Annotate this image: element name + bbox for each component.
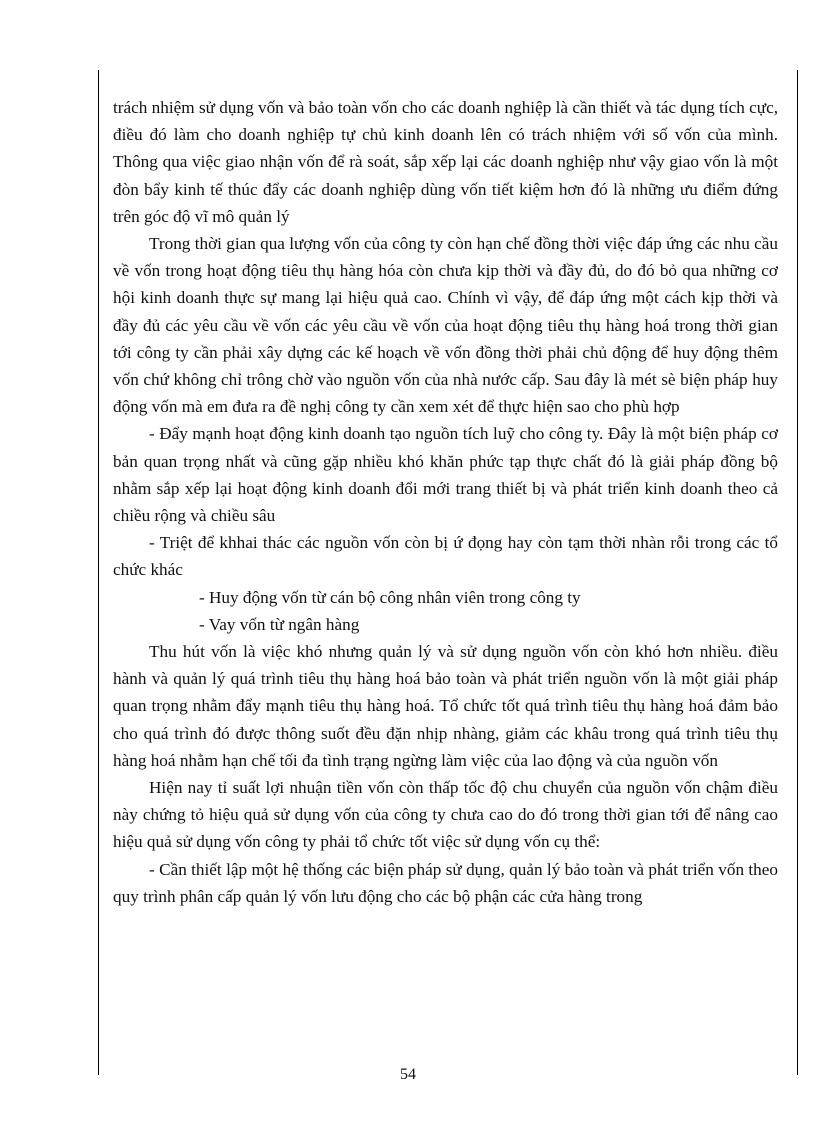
paragraph-7: Thu hút vốn là việc khó nhưng quản lý và sử dụng nguồn vốn còn khó hơn nhiều. điều hành và quản lý quá trình tiêu thụ hàng hoá bảo toàn và phát triển nguồn vốn là một giải pháp quan trọng nhằm đẩy mạnh tiêu thụ hàng hoá. Tổ chức tốt quá trình tiêu thụ hàng hoá đảm bảo cho quá trình đó được thông suốt đều đặn nhịp nhàng, giảm các khâu trong quá trình tiêu thụ hàng hoá nhằm hạn chế tối đa tình trạng ngừng làm việc của lao động và của nguồn vốn bbox=[113, 642, 778, 770]
paragraph-8: Hiện nay tỉ suất lợi nhuận tiền vốn còn thấp tốc độ chu chuyển của nguồn vốn chậm điều này chứng tỏ hiệu quả sử dụng vốn của công ty chưa cao do đó trong thời gian tới để nâng cao hiệu quả sử dụng vốn công ty phải tổ chức tốt việc sử dụng vốn cụ thể: bbox=[113, 778, 778, 852]
sub-bullet-1: - Huy động vốn từ cán bộ công nhân viên trong công ty bbox=[199, 587, 581, 607]
paragraph-3-bullet: - Đẩy mạnh hoạt động kinh doanh tạo nguồn tích luỹ cho công ty. Đây là một biện pháp cơ bản quan trọng nhất và cũng gặp nhiều khó khăn phức tạp thực chất đó là giải pháp đồng bộ nhằm sắp xếp lại hoạt động kinh doanh đổi mới trang thiết bị và phát triển kinh doanh theo cả chiều rộng và chiều sâu bbox=[113, 424, 778, 526]
paragraph-9-bullet: - Cần thiết lập một hệ thống các biện pháp sử dụng, quản lý bảo toàn và phát triển vốn theo quy trình phân cấp quản lý vốn lưu động cho các bộ phận các cửa hàng trong bbox=[113, 859, 778, 906]
page-number: 54 bbox=[400, 1066, 416, 1083]
paragraph-2: Trong thời gian qua lượng vốn của công ty còn hạn chế đồng thời việc đáp ứng các nhu cầu về vốn trong hoạt động tiêu thụ hàng hóa còn chưa kịp thời và đầy đủ, do đó bỏ qua những cơ hội kinh doanh thực sự mang lại hiệu quả cao. Chính vì vậy, để đáp ứng một cách kịp thời và đầy đủ các yêu cầu về vốn các yêu cầu về vốn của hoạt động tiêu thụ hàng hoá trong thời gian tới công ty cần phải xây dựng các kế hoạch về vốn đồng thời phải chủ động để huy động thêm vốn chứ không chỉ trông chờ vào nguồn vốn của nhà nước cấp. Sau đây là mét sè biện pháp huy động vốn mà em đưa ra đề nghị công ty cần xem xét để thực hiện sao cho phù hợp bbox=[113, 234, 779, 417]
paragraph-1: trách nhiệm sử dụng vốn và bảo toàn vốn cho các doanh nghiệp là cần thiết và tác dụng tích cực, điều đó làm cho doanh nghiệp tự chủ kinh doanh lên có trách nhiệm với số vốn của mình. Thông qua việc giao nhận vốn để rà soát, sắp xếp lại các doanh nghiệp như vậy giao vốn là một đòn bẩy kinh tế thúc đẩy các doanh nghiệp dùng vốn tiết kiệm hơn đó là những ưu điểm đứng trên góc độ vĩ mô quản lý bbox=[113, 98, 778, 226]
document-body bbox=[113, 94, 778, 910]
sub-bullet-2: - Vay vốn từ ngân hàng bbox=[199, 614, 360, 634]
paragraph-4-bullet: - Triệt để khhai thác các nguồn vốn còn bị ứ đọng hay còn tạm thời nhàn rỗi trong các tổ chức khác bbox=[113, 533, 778, 580]
